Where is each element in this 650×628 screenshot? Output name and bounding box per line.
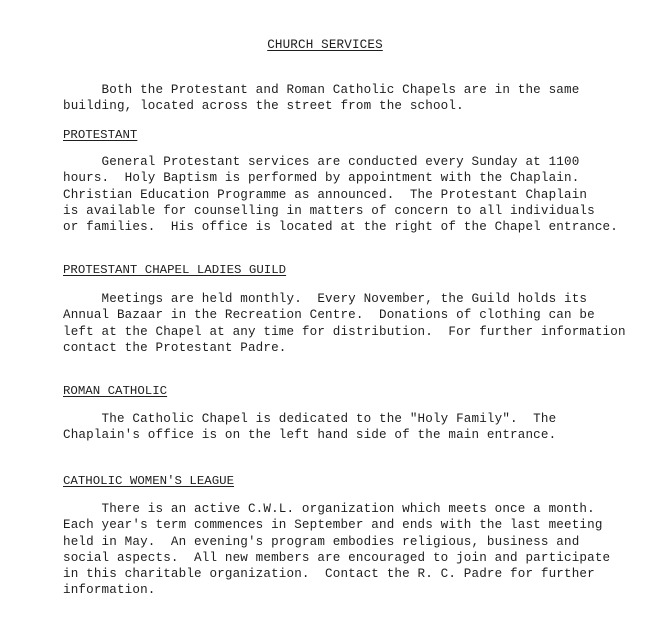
page-title: CHURCH SERVICES [267,38,383,52]
intro-paragraph [63,82,579,115]
paragraph-line: social aspects. All new members are encouraged to join and participate [63,550,611,565]
paragraph-line: General Protestant services are conducted every Sunday at 1100 [63,155,580,169]
section-body-protestant [63,154,618,235]
paragraph-line: Each year's term commences in September and ends with the last meeting [63,518,603,533]
paragraph-line: is available for counselling in matters of concern to all individuals [63,203,595,218]
paragraph-line: Both the Protestant and Roman Catholic Chapels are in the same [63,83,580,97]
paragraph-line: There is an active C.W.L. organization which meets once a month. [63,502,595,516]
section-heading-cwl: CATHOLIC WOMEN'S LEAGUE [63,474,235,488]
paragraph-line: held in May. An evening's program embodies religious, business and [63,534,580,549]
section-heading-ladies-guild: PROTESTANT CHAPEL LADIES GUILD [63,263,287,277]
paragraph-line: The Catholic Chapel is dedicated to the "Holy Family". The [63,412,557,426]
paragraph-line: Annual Bazaar in the Recreation Centre. Donations of clothing can be [63,308,595,323]
paragraph-line: or families. His office is located at the right of the Chapel entrance. [63,220,618,235]
section-heading-roman-catholic: ROMAN CATHOLIC [63,384,168,398]
section-heading-protestant: PROTESTANT [63,128,138,142]
section-body-cwl [63,501,610,599]
section-body-roman-catholic [63,411,556,444]
paragraph-line: left at the Chapel at any time for distribution. For further information [63,324,626,339]
paragraph-line: contact the Protestant Padre. [63,340,287,355]
paragraph-line: Chaplain's office is on the left hand side of the main entrance. [63,428,557,443]
paragraph-line: Christian Education Programme as announced. The Protestant Chaplain [63,187,588,202]
paragraph-line: hours. Holy Baptism is performed by appointment with the Chaplain. [63,171,580,186]
paragraph-line: Meetings are held monthly. Every November, the Guild holds its [63,292,588,306]
paragraph-line: in this charitable organization. Contact the R. C. Padre for further [63,567,595,582]
paragraph-line: building, located across the street from the school. [63,99,464,114]
section-body-ladies-guild [63,291,626,356]
paragraph-line: information. [63,583,156,598]
